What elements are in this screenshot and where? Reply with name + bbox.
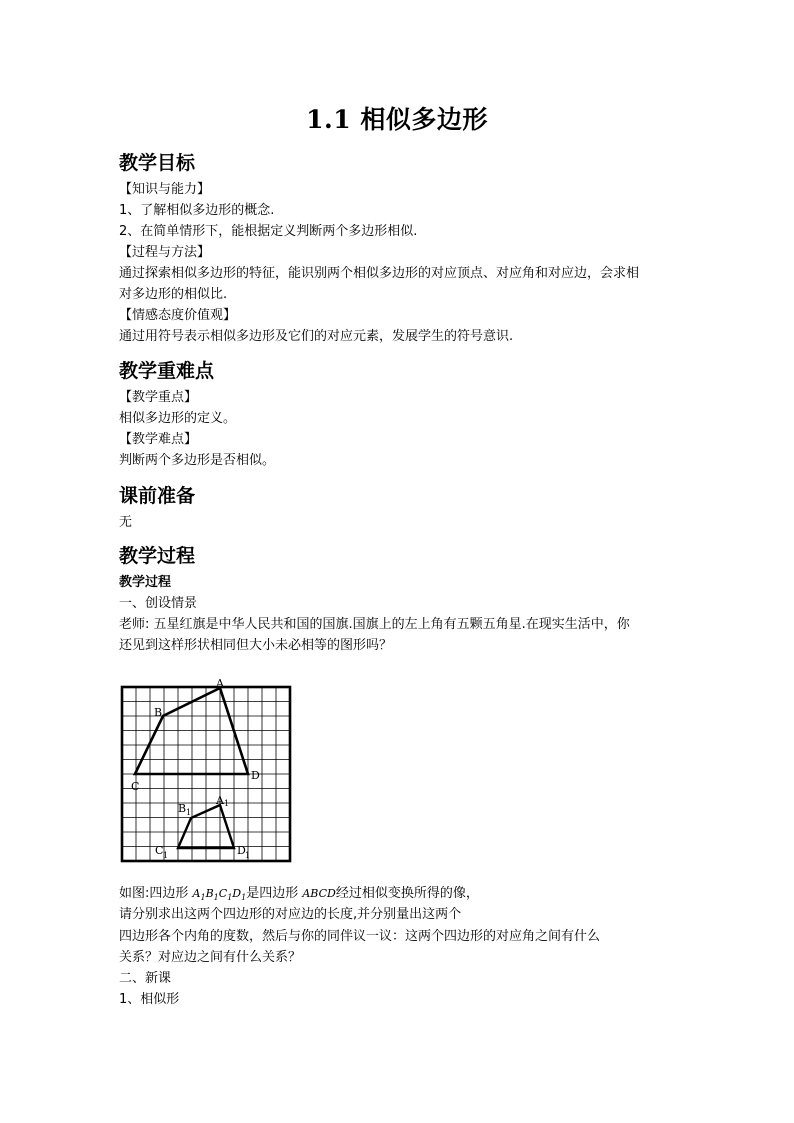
heading-objectives: 教学目标 (119, 152, 196, 174)
key-point-text: 相似多边形的定义。 (119, 411, 237, 426)
label-c1-sub: 1 (163, 851, 169, 860)
quadrilateral-figure (116, 676, 298, 868)
label-a: A (216, 677, 224, 690)
section-scenario: 一、创设情景 (119, 596, 198, 611)
figure-caption-prefix: 如图:四边形 (119, 886, 189, 901)
figure-caption-original-name: ABCD (302, 887, 336, 900)
label-a1-sub: 1 (224, 799, 230, 808)
heading-process: 教学过程 (119, 545, 196, 567)
label-b1-sub: 1 (186, 808, 192, 817)
emotion-text: 通过用符号表示相似多边形及它们的对应元素，发展学生的符号意识. (119, 329, 514, 344)
process-text-1: 通过探索相似多边形的特征，能识别两个相似多边形的对应顶点、对应角和对应边，会求相 (119, 266, 640, 281)
key-point-label: 【教学重点】 (119, 390, 198, 405)
process-subheading: 教学过程 (119, 575, 172, 590)
figure-caption-suffix: 经过相似变换所得的像， (335, 886, 479, 901)
difficulty-text: 判断两个多边形是否相似。 (119, 453, 276, 468)
preparation-text: 无 (119, 515, 133, 530)
section-new-lesson: 二、新课 (119, 971, 172, 986)
process-text-2: 对多边形的相似比. (119, 287, 228, 302)
scenario-text-1: 老师: 五星红旗是中华人民共和国的国旗.国旗上的左上角有五颗五角星.在现实生活中，你 (119, 617, 630, 632)
label-a1: A (216, 794, 224, 807)
heading-preparation: 课前准备 (119, 485, 196, 507)
label-d1: D (237, 844, 246, 857)
knowledge-label: 【知识与能力】 (119, 182, 211, 197)
task-text-3: 关系？对应边之间有什么关系？ (119, 950, 302, 965)
knowledge-item-1: 1、了解相似多边形的概念. (119, 203, 275, 218)
difficulty-label: 【教学难点】 (119, 432, 198, 447)
scenario-text-2: 还见到这样形状相同但大小未必相等的图形吗？ (119, 638, 393, 653)
task-text-2: 四边形各个内角的度数，然后与你的同伴议一议：这两个四边形的对应角之间有什么 (119, 929, 601, 944)
emotion-label: 【情感态度价值观】 (119, 308, 237, 323)
process-label: 【过程与方法】 (119, 245, 211, 260)
subsection-similar-shapes: 1、相似形 (119, 992, 180, 1007)
figure-caption-middle: 是四边形 (246, 886, 299, 901)
heading-key-points: 教学重难点 (119, 360, 215, 382)
figure-caption-image-name: $A_1B_1C_1D_1$ (192, 887, 247, 903)
page-title: 1.1 相似多边形 (306, 105, 488, 134)
label-b1: B (178, 802, 187, 815)
label-d1-sub: 1 (245, 851, 251, 860)
task-text-1: 请分别求出这两个四边形的对应边的长度,并分别量出这两个 (119, 907, 462, 922)
quadrilateral-abcd (135, 688, 248, 774)
label-c: C (131, 780, 140, 793)
knowledge-item-2: 2、在简单情形下，能根据定义判断两个多边形相似. (119, 224, 418, 239)
label-c1: C (155, 844, 164, 857)
label-d: D (251, 769, 260, 782)
label-b: B (154, 706, 163, 719)
